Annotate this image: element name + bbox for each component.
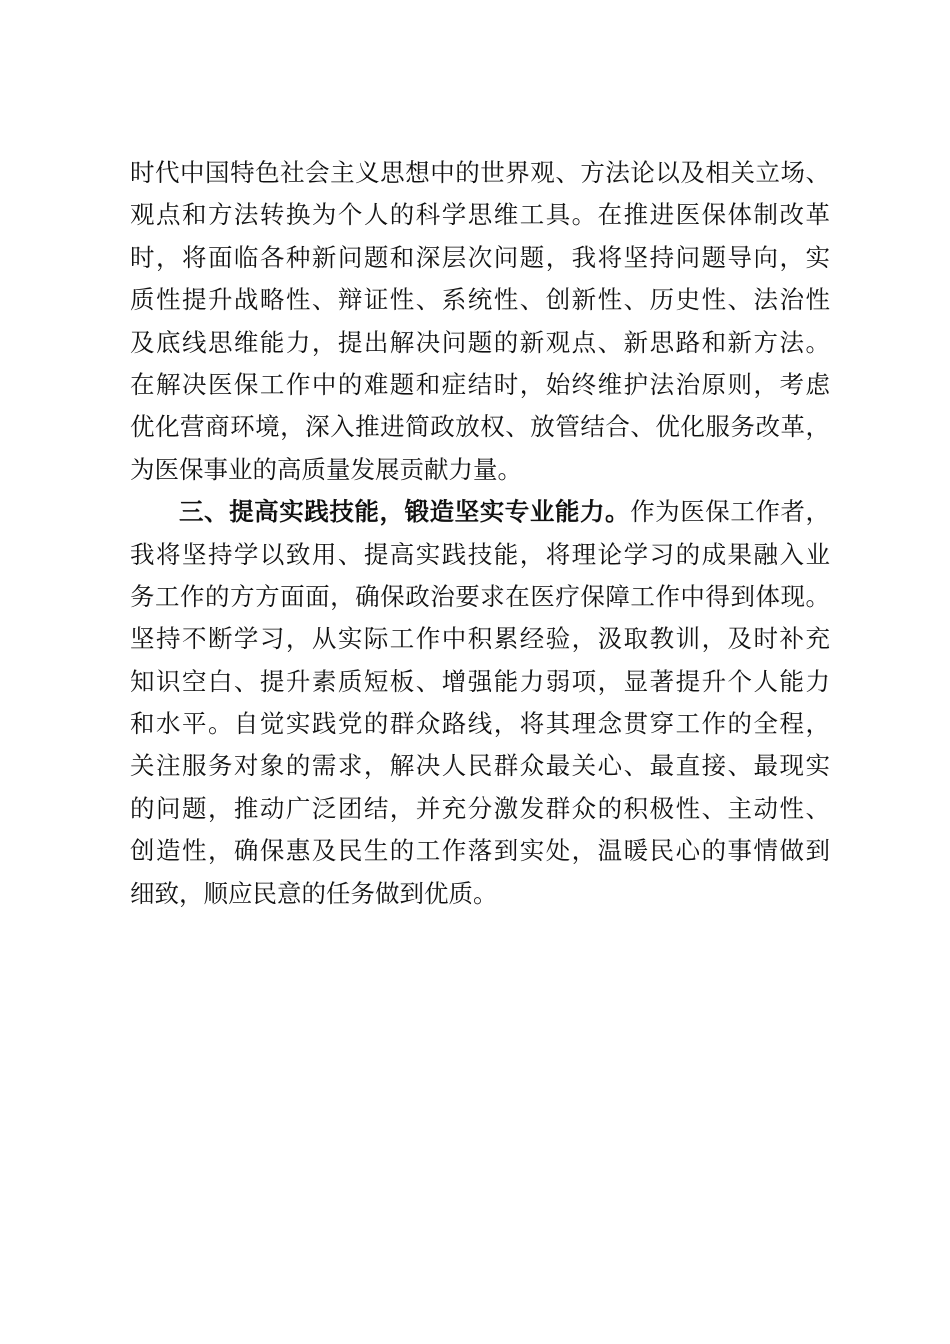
paragraph-line: 为医保事业的高质量发展贡献力量。 [130, 454, 522, 484]
paragraph-line: 时代中国特色社会主义思想中的世界观、方法论以及相关立场、 [130, 158, 830, 187]
section-3 [130, 491, 830, 915]
paragraph-1 [130, 152, 830, 491]
paragraph-line: 创造性，确保惠及民生的工作落到实处，温暖民心的事情做到 [130, 836, 830, 866]
paragraph-line: 的问题，推动广泛团结，并充分激发群众的积极性、主动性、 [130, 793, 830, 823]
paragraph-line: 知识空白、提升素质短板、增强能力弱项，显著提升个人能力 [130, 666, 830, 696]
paragraph-line: 质性提升战略性、辩证性、系统性、创新性、历史性、法治性 [130, 285, 830, 315]
paragraph-line: 时，将面临各种新问题和深层次问题，我将坚持问题导向，实 [130, 242, 830, 272]
paragraph-line: 及底线思维能力，提出解决问题的新观点、新思路和新方法。 [130, 327, 830, 357]
paragraph-line: 我将坚持学以致用、提高实践技能，将理论学习的成果融入业 [130, 539, 830, 569]
paragraph-line: 在解决医保工作中的难题和症结时，始终维护法治原则，考虑 [130, 369, 830, 399]
paragraph-line: 优化营商环境，深入推进简政放权、放管结合、优化服务改革， [130, 412, 830, 442]
document-body [130, 152, 830, 915]
paragraph-line: 和水平。自觉实践党的群众路线，将其理念贯穿工作的全程， [130, 709, 830, 739]
paragraph-line: 细致，顺应民意的任务做到优质。 [130, 878, 498, 908]
paragraph-line: 关注服务对象的需求，解决人民群众最关心、最直接、最现实 [130, 751, 830, 781]
section-heading-continuation: 作为医保工作者， [630, 497, 830, 527]
section-heading-line [130, 491, 830, 533]
paragraph-line: 务工作的方方面面，确保政治要求在医疗保障工作中得到体现。 [130, 581, 830, 611]
paragraph-line: 坚持不断学习，从实际工作中积累经验，汲取教训，及时补充 [130, 624, 830, 654]
paragraph-line: 观点和方法转换为个人的科学思维工具。在推进医保体制改革 [130, 200, 830, 230]
section-heading: 三、提高实践技能，锻造坚实专业能力。 [179, 497, 631, 527]
